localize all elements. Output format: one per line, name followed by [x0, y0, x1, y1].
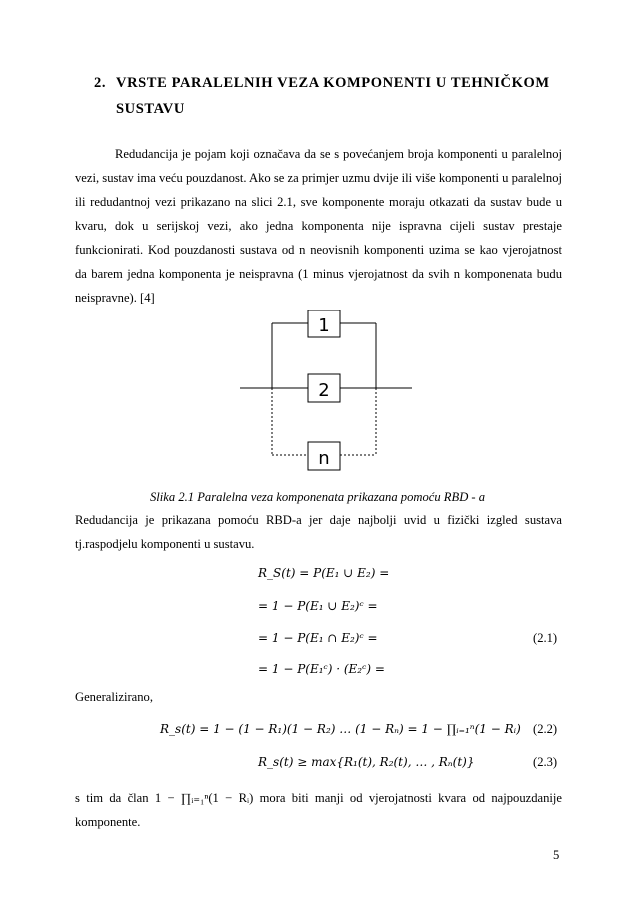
section-title-line1: VRSTE PARALELNIH VEZA KOMPONENTI U TEHNIČKOM [116, 75, 550, 91]
text-line: kvaru, dok u serijskoj vezi, ako jedna komponenta nije ispravna cijeli sustav prestaje [75, 219, 562, 233]
text-line: vezi, sustav ima veću pouzdanost. Ako se za primjer uzmu dvije ili više komponenti u paralelnoj [75, 171, 562, 185]
paragraph-intro [75, 142, 562, 310]
equation-number-2-1: (2.1) [533, 631, 558, 645]
equation-line-2: = 1 − P(E₁ ∪ E₂)ᶜ = [258, 599, 378, 613]
paragraph-conclusion [75, 786, 562, 834]
equation-line-4: = 1 − P(E₁ᶜ) · (E₂ᶜ) = [258, 662, 385, 676]
section-heading [94, 70, 564, 122]
block-label-n: n [318, 448, 330, 469]
text-line: ili redudantnoj vezi prikazano na slici 2.1, sve komponente moraju otkazati da sustav bude u [75, 195, 562, 209]
rbd-figure [230, 310, 430, 480]
equation-line-3: = 1 − P(E₁ ∩ E₂)ᶜ = [258, 631, 378, 645]
page-number: 5 [553, 848, 560, 862]
text-line: komponente. [75, 815, 141, 829]
generalized-label: Generalizirano, [75, 690, 153, 704]
text-line: tj.raspodjelu komponenti u sustavu. [75, 537, 255, 551]
text-line: s tim da član 1 − ∏ᵢ₌₁ⁿ(1 − Rᵢ) mora biti manji od vjerojatnosti kvara od najpouzdanije [75, 791, 562, 805]
text-line: neispravne). [4] [75, 291, 155, 305]
equation-2-3: R_s(t) ≥ max{R₁(t), R₂(t), … , Rₙ(t)} [258, 755, 475, 769]
text-line: funkcionirati. Kod pouzdanosti sustava od n neovisnih komponenti uzima se kao vjerojatnost [75, 243, 562, 257]
paragraph-rbd [75, 508, 562, 556]
text-line: Redudancija je pojam koji označava da se s povećanjem broja komponenti u paralelnoj [115, 147, 562, 161]
equation-2-2: R_s(t) = 1 − (1 − R₁)(1 − R₂) … (1 − Rₙ) = 1 − ∏ᵢ₌₁ⁿ(1 − Rᵢ) [160, 722, 521, 736]
figure-caption: Slika 2.1 Paralelna veza komponenata prikazana pomoću RBD - a [150, 490, 486, 504]
section-title-line2: SUSTAVU [116, 101, 185, 117]
equation-line-1: R_S(t) = P(E₁ ∪ E₂) = [258, 566, 390, 580]
equation-number-2-3: (2.3) [533, 755, 558, 769]
block-label-1: 1 [318, 315, 330, 336]
text-line: Redudancija je prikazana pomoću RBD-a jer daje najbolji uvid u fizički izgled sustava [75, 513, 562, 527]
section-number: 2. [94, 75, 107, 91]
text-line: da barem jedna komponenta je neispravna (1 minus vjerojatnost da svih n komponenata budu [75, 267, 562, 281]
equation-number-2-2: (2.2) [533, 722, 558, 736]
block-label-2: 2 [318, 380, 330, 401]
